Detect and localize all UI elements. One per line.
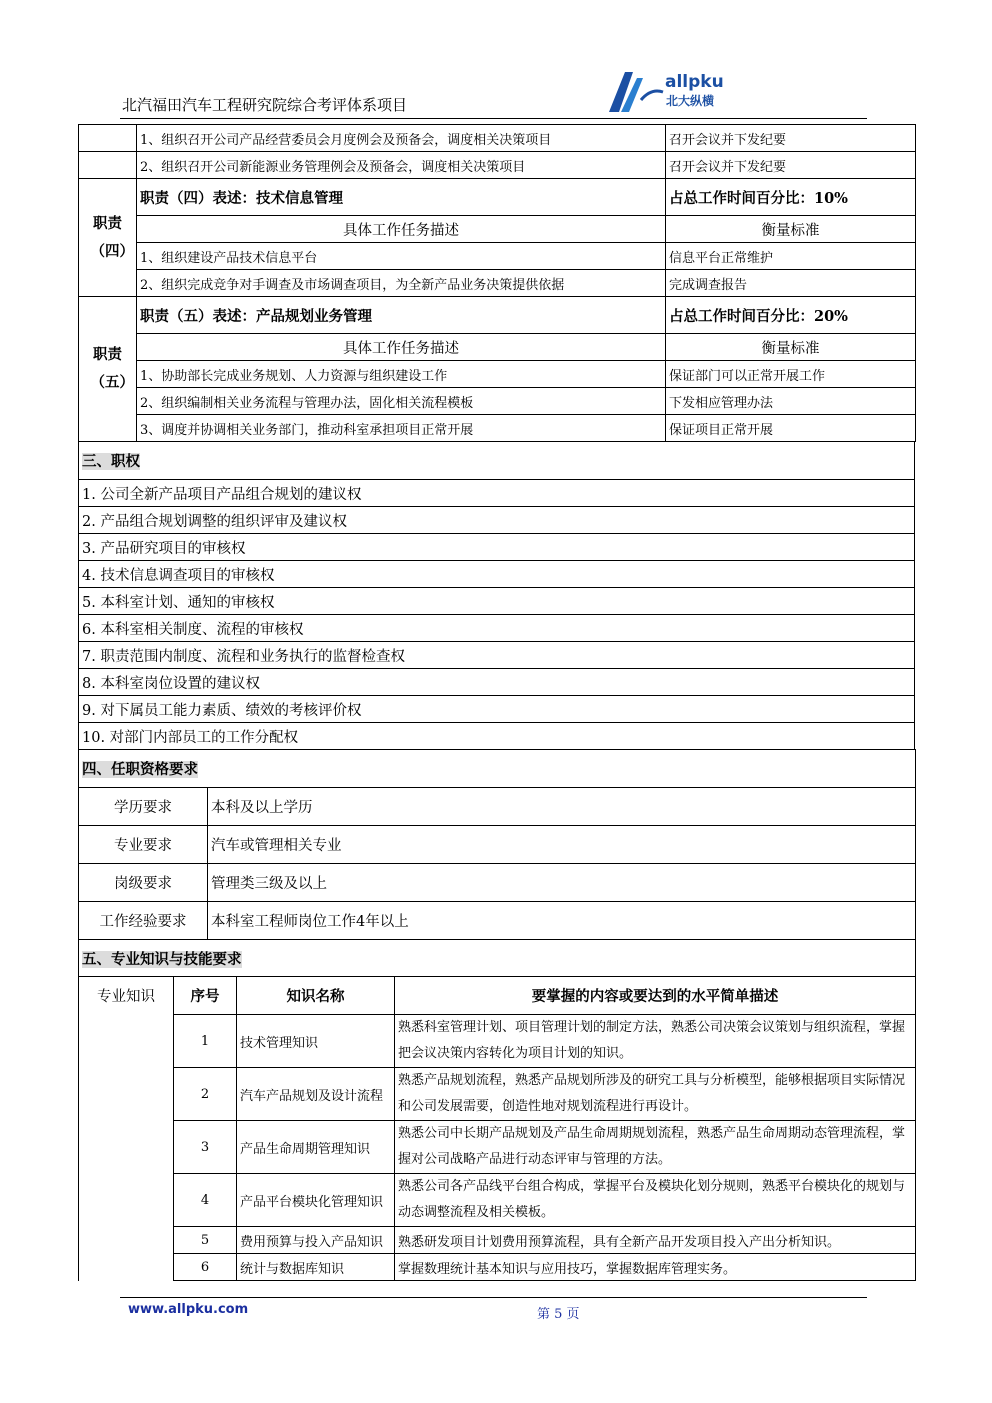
knowledge-desc: 熟悉科室管理计划、项目管理计划的制定方法，熟悉公司决策会议策划与组织流程，掌握把会议决策内容转化为项目计划的知识。: [395, 1015, 916, 1068]
table-row: [79, 1174, 916, 1227]
col-desc-header: 要掌握的内容或要达到的水平简单描述: [395, 977, 916, 1015]
knowledge-name: 统计与数据库知识: [237, 1254, 395, 1281]
knowledge-no: 4: [174, 1174, 237, 1227]
page-number: 第 5 页: [537, 1307, 580, 1322]
duty-4-ratio: 占总工作时间百分比：10%: [666, 179, 916, 216]
footer-url-link[interactable]: www.allpku.com: [128, 1302, 249, 1317]
measure-cell: 保证部门可以正常开展工作: [666, 361, 916, 388]
knowledge-desc: 熟悉产品规划流程，熟悉产品规划所涉及的研究工具与分析模型，能够根据项目实际情况和公司发展需要，创造性地对规划流程进行再设计。: [395, 1068, 916, 1121]
table-row: [79, 788, 916, 826]
authority-item: 3. 产品研究项目的审核权: [79, 534, 915, 561]
knowledge-no: 6: [174, 1254, 237, 1281]
table-row: [79, 388, 916, 415]
duty-statement-row: [79, 179, 916, 216]
knowledge-section-title: 五、专业知识与技能要求: [79, 940, 916, 977]
knowledge-name: 产品生命周期管理知识: [237, 1121, 395, 1174]
table-row: [79, 243, 916, 270]
authority-item: 8. 本科室岗位设置的建议权: [79, 669, 915, 696]
header-divider: [120, 118, 867, 119]
task-cell: 2、组织编制相关业务流程与管理办法，固化相关流程模板: [137, 388, 666, 415]
empty-cell: [79, 125, 137, 152]
authority-item: 6. 本科室相关制度、流程的审核权: [79, 615, 915, 642]
knowledge-no: 1: [174, 1015, 237, 1068]
task-cell: 1、组织召开公司产品经营委员会月度例会及预备会，调度相关决策项目: [137, 125, 666, 152]
duties-continued-table: [78, 124, 915, 179]
table-row: [79, 270, 916, 297]
authority-item: 5. 本科室计划、通知的审核权: [79, 588, 915, 615]
col-no-header: 序号: [174, 977, 237, 1015]
table-row: [79, 864, 916, 902]
measure-cell: 召开会议并下发纪要: [666, 152, 916, 179]
task-cell: 1、协助部长完成业务规划、人力资源与组织建设工作: [137, 361, 666, 388]
table-row: [79, 361, 916, 388]
table-row: [79, 125, 916, 152]
knowledge-desc: 熟悉公司各产品线平台组合构成，掌握平台及模块化划分规则，熟悉平台模块化的规划与动态调整流程及相关模板。: [395, 1174, 916, 1227]
knowledge-no: 3: [174, 1121, 237, 1174]
measure-cell: 召开会议并下发纪要: [666, 125, 916, 152]
column-header-row: [79, 977, 916, 1015]
knowledge-name: 费用预算与投入产品知识: [237, 1227, 395, 1254]
task-cell: 2、组织召开公司新能源业务管理例会及预备会，调度相关决策项目: [137, 152, 666, 179]
duty-5-table: [78, 296, 915, 442]
task-cell: 3、调度并协调相关业务部门，推动科室承担项目正常开展: [137, 415, 666, 442]
qualification-value: 管理类三级及以上: [208, 864, 916, 902]
knowledge-name: 技术管理知识: [237, 1015, 395, 1068]
knowledge-desc: 掌握数理统计基本知识与应用技巧，掌握数据库管理实务。: [395, 1254, 916, 1281]
empty-cell: [79, 152, 137, 179]
table-row: [79, 415, 916, 442]
table-row: [79, 1254, 916, 1281]
task-cell: 2、组织完成竞争对手调查及市场调查项目，为全新产品业务决策提供依据: [137, 270, 666, 297]
column-header-row: [79, 334, 916, 361]
knowledge-desc: 熟悉研发项目计划费用预算流程，具有全新产品开发项目投入产出分析知识。: [395, 1227, 916, 1254]
qualification-label: 学历要求: [79, 788, 208, 826]
qualification-value: 汽车或管理相关专业: [208, 826, 916, 864]
task-cell: 1、组织建设产品技术信息平台: [137, 243, 666, 270]
qualification-label: 岗级要求: [79, 864, 208, 902]
duty-5-label: 职责（五）: [79, 297, 137, 442]
col-task-header: 具体工作任务描述: [137, 216, 666, 243]
col-measure-header: 衡量标准: [666, 216, 916, 243]
knowledge-name: 汽车产品规划及设计流程: [237, 1068, 395, 1121]
measure-cell: 下发相应管理办法: [666, 388, 916, 415]
table-row: [79, 1121, 916, 1174]
table-row: [79, 1015, 916, 1068]
authority-section-title: 三、职权: [79, 442, 915, 480]
knowledge-no: 2: [174, 1068, 237, 1121]
duty-4-table: [78, 178, 915, 297]
footer-divider: [120, 1297, 867, 1298]
qualification-value: 本科室工程师岗位工作4年以上: [208, 902, 916, 940]
table-row: [79, 1227, 916, 1254]
authority-item: 4. 技术信息调查项目的审核权: [79, 561, 915, 588]
knowledge-no: 5: [174, 1227, 237, 1254]
measure-cell: 完成调查报告: [666, 270, 916, 297]
authority-item: 7. 职责范围内制度、流程和业务执行的监督检查权: [79, 642, 915, 669]
qualification-label: 专业要求: [79, 826, 208, 864]
duty-statement-row: [79, 297, 916, 334]
duty-5-statement: 职责（五）表述：产品规划业务管理: [137, 297, 666, 334]
qualification-section-title: 四、任职资格要求: [79, 750, 916, 788]
knowledge-name: 产品平台模块化管理知识: [237, 1174, 395, 1227]
logo-text-cn: 北大纵横: [666, 94, 715, 108]
col-task-header: 具体工作任务描述: [137, 334, 666, 361]
qualification-table: [78, 749, 915, 940]
authority-item: 2. 产品组合规划调整的组织评审及建议权: [79, 507, 915, 534]
duty-4-statement: 职责（四）表述：技术信息管理: [137, 179, 666, 216]
table-row: [79, 826, 916, 864]
duty-4-label: 职责（四）: [79, 179, 137, 297]
qualification-label: 工作经验要求: [79, 902, 208, 940]
table-row: [79, 152, 916, 179]
qualification-value: 本科及以上学历: [208, 788, 916, 826]
knowledge-table: [78, 939, 915, 1281]
col-name-header: 知识名称: [237, 977, 395, 1015]
authority-item: 1. 公司全新产品项目产品组合规划的建议权: [79, 480, 915, 507]
measure-cell: 保证项目正常开展: [666, 415, 916, 442]
col-measure-header: 衡量标准: [666, 334, 916, 361]
authority-table: [78, 441, 915, 750]
logo-text-en: allpku: [665, 72, 724, 92]
authority-item: 9. 对下属员工能力素质、绩效的考核评价权: [79, 696, 915, 723]
column-header-row: [79, 216, 916, 243]
duty-5-ratio: 占总工作时间百分比：20%: [666, 297, 916, 334]
knowledge-desc: 熟悉公司中长期产品规划及产品生命周期规划流程，熟悉产品生命周期动态管理流程，掌握对公司战略产品进行动态评审与管理的方法。: [395, 1121, 916, 1174]
authority-item: 10. 对部门内部员工的工作分配权: [79, 723, 915, 750]
document-header-title: 北汽福田汽车工程研究院综合考评体系项目: [122, 96, 408, 114]
table-row: [79, 1068, 916, 1121]
table-row: [79, 902, 916, 940]
knowledge-side-label: 专业知识: [79, 977, 174, 1281]
measure-cell: 信息平台正常维护: [666, 243, 916, 270]
